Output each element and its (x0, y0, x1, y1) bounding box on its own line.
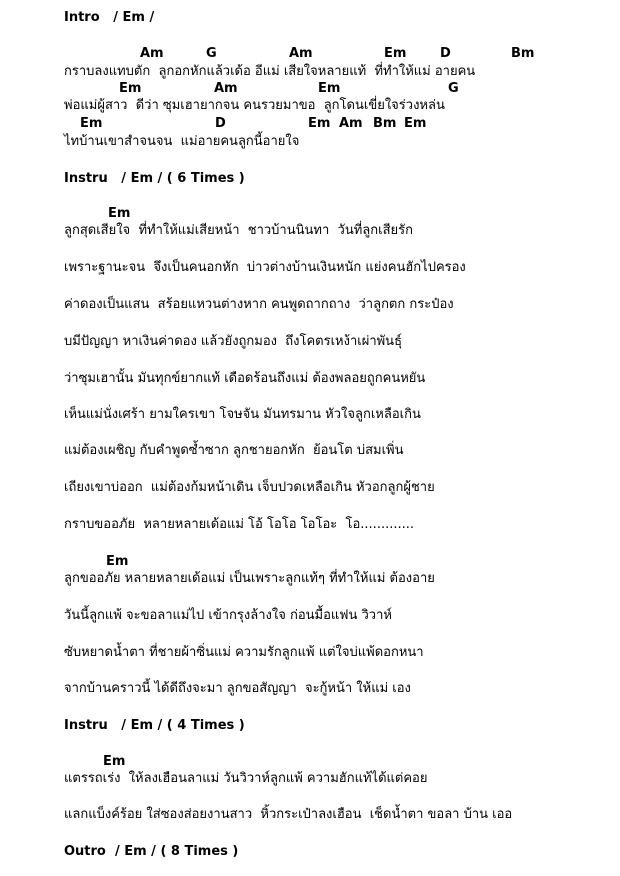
section-label-instru: Instru (64, 718, 108, 733)
lyric-line: วันนี้ลูกแพ้ จะขอลาแม่ไป เข้ากรุงล้างใจ ก่อนมื้อแฟน วิวาห์ (64, 608, 392, 623)
lyric-line: เพราะฐานะจน จึงเป็นคนอกหัก บ่าวต่างบ้านเงินหนัก แย่งคนฮักไปครอง (64, 260, 466, 275)
section-label-outro: Outro (64, 844, 106, 859)
lyric-line: ไทบ้านเขาสำจนจน แม่อายคนลูกนี้อายใจ (64, 134, 300, 149)
lyric-line: พ่อแม่ผู้สาว ดีว่า ซุมเฮายากจน คนรวยมาขอ ลูกโดนเขี่ยใจร่วงหล่น (64, 98, 445, 113)
lyric-line: กราบขออภัย หลายหลายเด้อแม่ โอ้ โอโอ โอโอะ โอ............. (64, 517, 415, 532)
lyric-line: ว่าซุมเฮานั้น มันทุกข์ยากแท้ เดือดร้อนถึงแม่ ต้องพลอยถูกคนหยัน (64, 371, 426, 386)
chord: D (440, 46, 451, 61)
lyric-line: เถียงเขาบ่ออก แม่ต้องก้มหน้าเดิน เจ็บปวดเหลือเกิน หัวอกลูกผู้ชาย (64, 480, 435, 495)
chord: G (206, 46, 217, 61)
outro-pattern: / Em / ( 8 Times ) (114, 844, 239, 859)
outro-line (64, 843, 620, 861)
chord: Em (404, 116, 427, 131)
chord: Am (214, 81, 238, 96)
chord: Em (106, 554, 129, 569)
lyric-line: แลกแบ็งค์ร้อย ใส่ซองส่อยงานสาว หิ้วกระเป๋าลงเฮือน เช็ดน้ำตา ขอลา บ้าน เออ (64, 807, 513, 822)
chord: Bm (373, 116, 397, 131)
lyric-line: เห็นแม่นั่งเศร้า ยามใครเขา โจษจัน มันทรมาน หัวใจลูกเหลือเกิน (64, 407, 421, 422)
instru-pattern: / Em / ( 6 Times ) (121, 171, 245, 186)
instru-line (64, 717, 620, 735)
lyric-line: ซับหยาดน้ำตา ที่ชายผ้าซิ่นแม่ ความรักลูกแพ้ แต่ใจบ่แพ้ดอกหนา (64, 645, 424, 660)
chord: Em (384, 46, 407, 61)
chord: D (215, 116, 226, 131)
chord: Am (140, 46, 164, 61)
intro-pattern: / Em / (113, 10, 155, 25)
chord: Em (80, 116, 103, 131)
lyric-line: ลูกสุดเสียใจ ที่ทำให้แม่เสียหน้า ชาวบ้านนินทา วันที่ลูกเสียรัก (64, 223, 413, 238)
lyric-line: แม่ต้องเผชิญ กับคำพูดซ้ำซาก ลูกชายอกหัก ย้อนโต บ่สมเพิ่น (64, 443, 404, 458)
chord: G (448, 81, 459, 96)
section-label-intro: Intro (64, 10, 100, 25)
chord: Am (339, 116, 363, 131)
chord: Em (318, 81, 341, 96)
instru-pattern: / Em / ( 4 Times ) (121, 718, 245, 733)
intro-line (64, 9, 620, 27)
lyric-line: จากบ้านคราวนี้ ได้ดีถึงจะมา ลูกขอสัญญา จะกู้หน้า ให้แม่ เอง (64, 681, 411, 696)
lyric-line: กราบลงแทบตัก ลูกอกหักแล้วเด้อ อีแม่ เสียใจหลายแท้ ที่ทำให้แม่ อายคน (64, 64, 476, 79)
lyric-line: แตรรถเร่ง ให้ลงเฮือนลาแม่ วันวิวาห์ลูกแพ้ ความฮักแท้ได้แต่คอย (64, 771, 428, 786)
lyric-line: ลูกขออภัย หลายหลายเด้อแม่ เป็นเพราะลูกแท้ๆ ที่ทำให้แม่ ต้องอาย (64, 571, 435, 586)
chord: Em (108, 206, 131, 221)
chord: Bm (511, 46, 535, 61)
lyric-line: บมีปัญญา หาเงินค่าดอง แล้วยังถูกมอง ถึงโคตรเหง้าเผ่าพันธุ์ (64, 334, 403, 349)
instru-line (64, 170, 620, 188)
chord: Am (289, 46, 313, 61)
chord: Em (119, 81, 142, 96)
chord: Em (103, 754, 126, 769)
section-label-instru: Instru (64, 171, 108, 186)
chord: Em (308, 116, 331, 131)
lyric-line: ค่าดองเป็นแสน สร้อยแหวนต่างหาก คนพูดถากถาง ว่าลูกตก กระป๋อง (64, 297, 454, 312)
